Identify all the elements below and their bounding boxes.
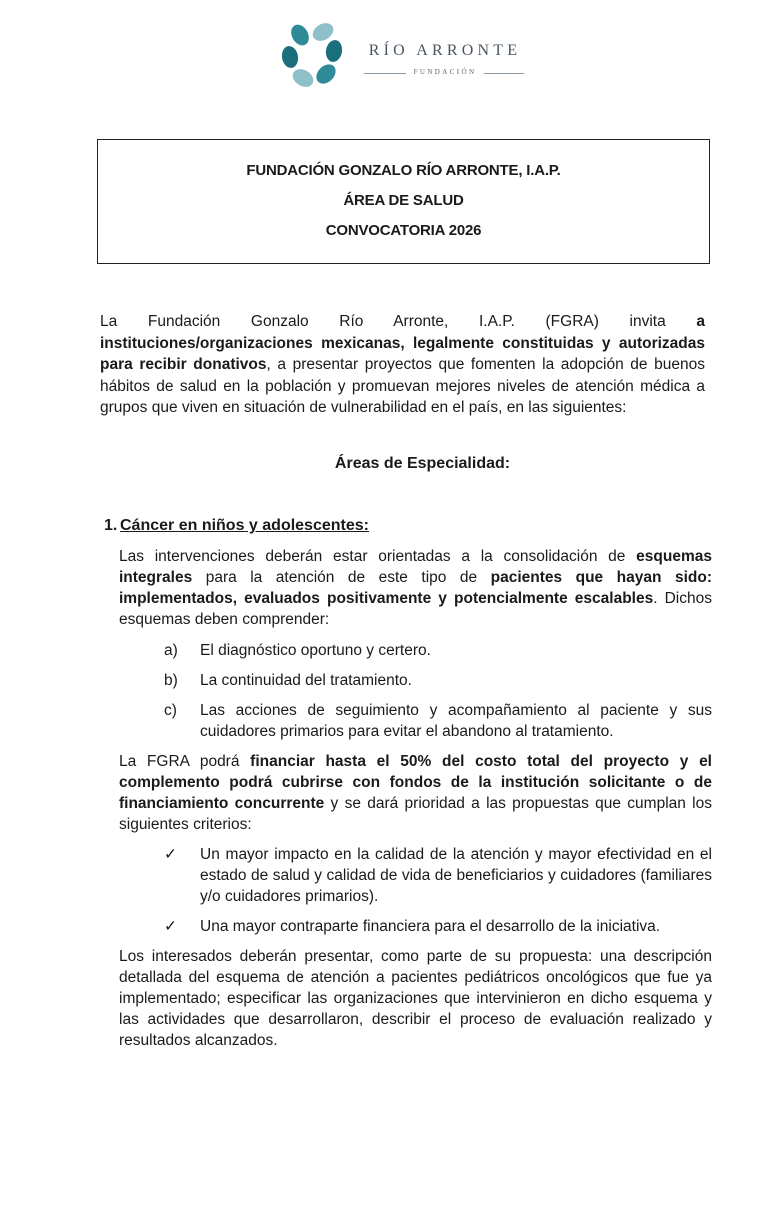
- logo-petal: [288, 21, 313, 48]
- section-title: [104, 515, 712, 537]
- title-box: [97, 139, 710, 264]
- list-item: [119, 640, 712, 661]
- list-item: [119, 700, 712, 742]
- list-marker: a): [164, 642, 178, 659]
- logo-rule-right: [484, 73, 524, 74]
- logo-petal: [313, 61, 340, 88]
- list-marker: c): [164, 702, 177, 719]
- intro-bold: a instituciones/organizaciones mexicanas, legalmente constituidas y autorizadas para recibir donativos: [100, 313, 705, 373]
- logo-petal: [324, 39, 344, 63]
- criteria-list: [119, 844, 712, 937]
- foundation-logo: [276, 18, 536, 102]
- section-paragraph-2: [119, 751, 712, 835]
- list-item: [119, 670, 712, 691]
- areas-heading: Áreas de Especialidad:: [334, 455, 511, 472]
- logo-emblem-icon: [276, 18, 356, 102]
- title-line-foundation: FUNDACIÓN GONZALO RÍO ARRONTE, I.A.P.: [246, 162, 561, 179]
- section-number: 1.: [104, 517, 118, 534]
- paragraph-text: Las intervenciones deberán estar orientadas a la consolidación de: [119, 548, 637, 565]
- section-paragraph-3: Los interesados deberán presentar, como parte de su propuesta: una descripción detallada del esquema de atención a pacientes pediátricos oncológicos que fue ya implementado; especificar las organizaciones que intervinieron en dicho esquema y las actividades que desarrollaron, describir el proceso de evaluación realizado y resultados alcanzados.: [119, 948, 712, 1049]
- list-text: La continuidad del tratamiento.: [200, 672, 412, 689]
- logo-petal: [289, 66, 316, 91]
- paragraph-text: . Dichos esquemas deben comprender:: [119, 590, 712, 628]
- section-paragraph-1: [119, 546, 712, 630]
- paragraph-bold: financiar hasta el 50% del costo total del proyecto y el complemento podrá cubrirse con fondos de la institución solicitante o de financiamiento concurrente: [119, 753, 712, 812]
- logo-wordmark: RÍO ARRONTE: [368, 42, 522, 59]
- components-list: [119, 640, 712, 742]
- check-icon: ✓: [164, 918, 177, 935]
- logo-petal: [280, 45, 300, 69]
- section-cancer: [104, 515, 712, 1051]
- list-text: El diagnóstico oportuno y certero.: [200, 642, 431, 659]
- intro-text: , a presentar proyectos que fomenten la adopción de buenos hábitos de salud en la población y promuevan mejores niveles de atención médica a grupos que viven en situación de vulnerabilidad en el país, en las siguientes:: [100, 356, 705, 416]
- list-text: Las acciones de seguimiento y acompañamiento al paciente y sus cuidadores primarios para evitar el abandono al tratamiento.: [200, 702, 712, 740]
- title-line-area: ÁREA DE SALUD: [343, 192, 464, 209]
- paragraph-bold: esquemas integrales: [119, 548, 712, 586]
- list-marker: b): [164, 672, 178, 689]
- paragraph-text: y se dará prioridad a las propuestas que cumplan los siguientes criterios:: [119, 795, 712, 833]
- intro-text: La Fundación Gonzalo Río Arronte, I.A.P. (FGRA) invita: [100, 313, 697, 330]
- intro-paragraph: [100, 311, 705, 419]
- paragraph-text: para la atención de este tipo de: [192, 569, 491, 586]
- criteria-text: Una mayor contraparte financiera para el desarrollo de la iniciativa.: [200, 918, 661, 935]
- paragraph-text: La FGRA podrá: [119, 753, 251, 770]
- logo-subtitle: FUNDACIÓN: [413, 68, 477, 76]
- criteria-text: Un mayor impacto en la calidad de la atención y mayor efectividad en el estado de salud y calidad de vida de beneficiarios y cuidadores (familiares y/o cuidadores primarios).: [200, 846, 712, 905]
- check-icon: ✓: [164, 846, 177, 863]
- title-line-call: CONVOCATORIA 2026: [325, 222, 482, 239]
- criteria-item: [119, 916, 712, 937]
- paragraph-bold: pacientes que hayan sido: implementados, evaluados positivamente y potencialmente escalables: [119, 569, 712, 607]
- section-title-text: Cáncer en niños y adolescentes:: [120, 517, 369, 534]
- criteria-item: [119, 844, 712, 907]
